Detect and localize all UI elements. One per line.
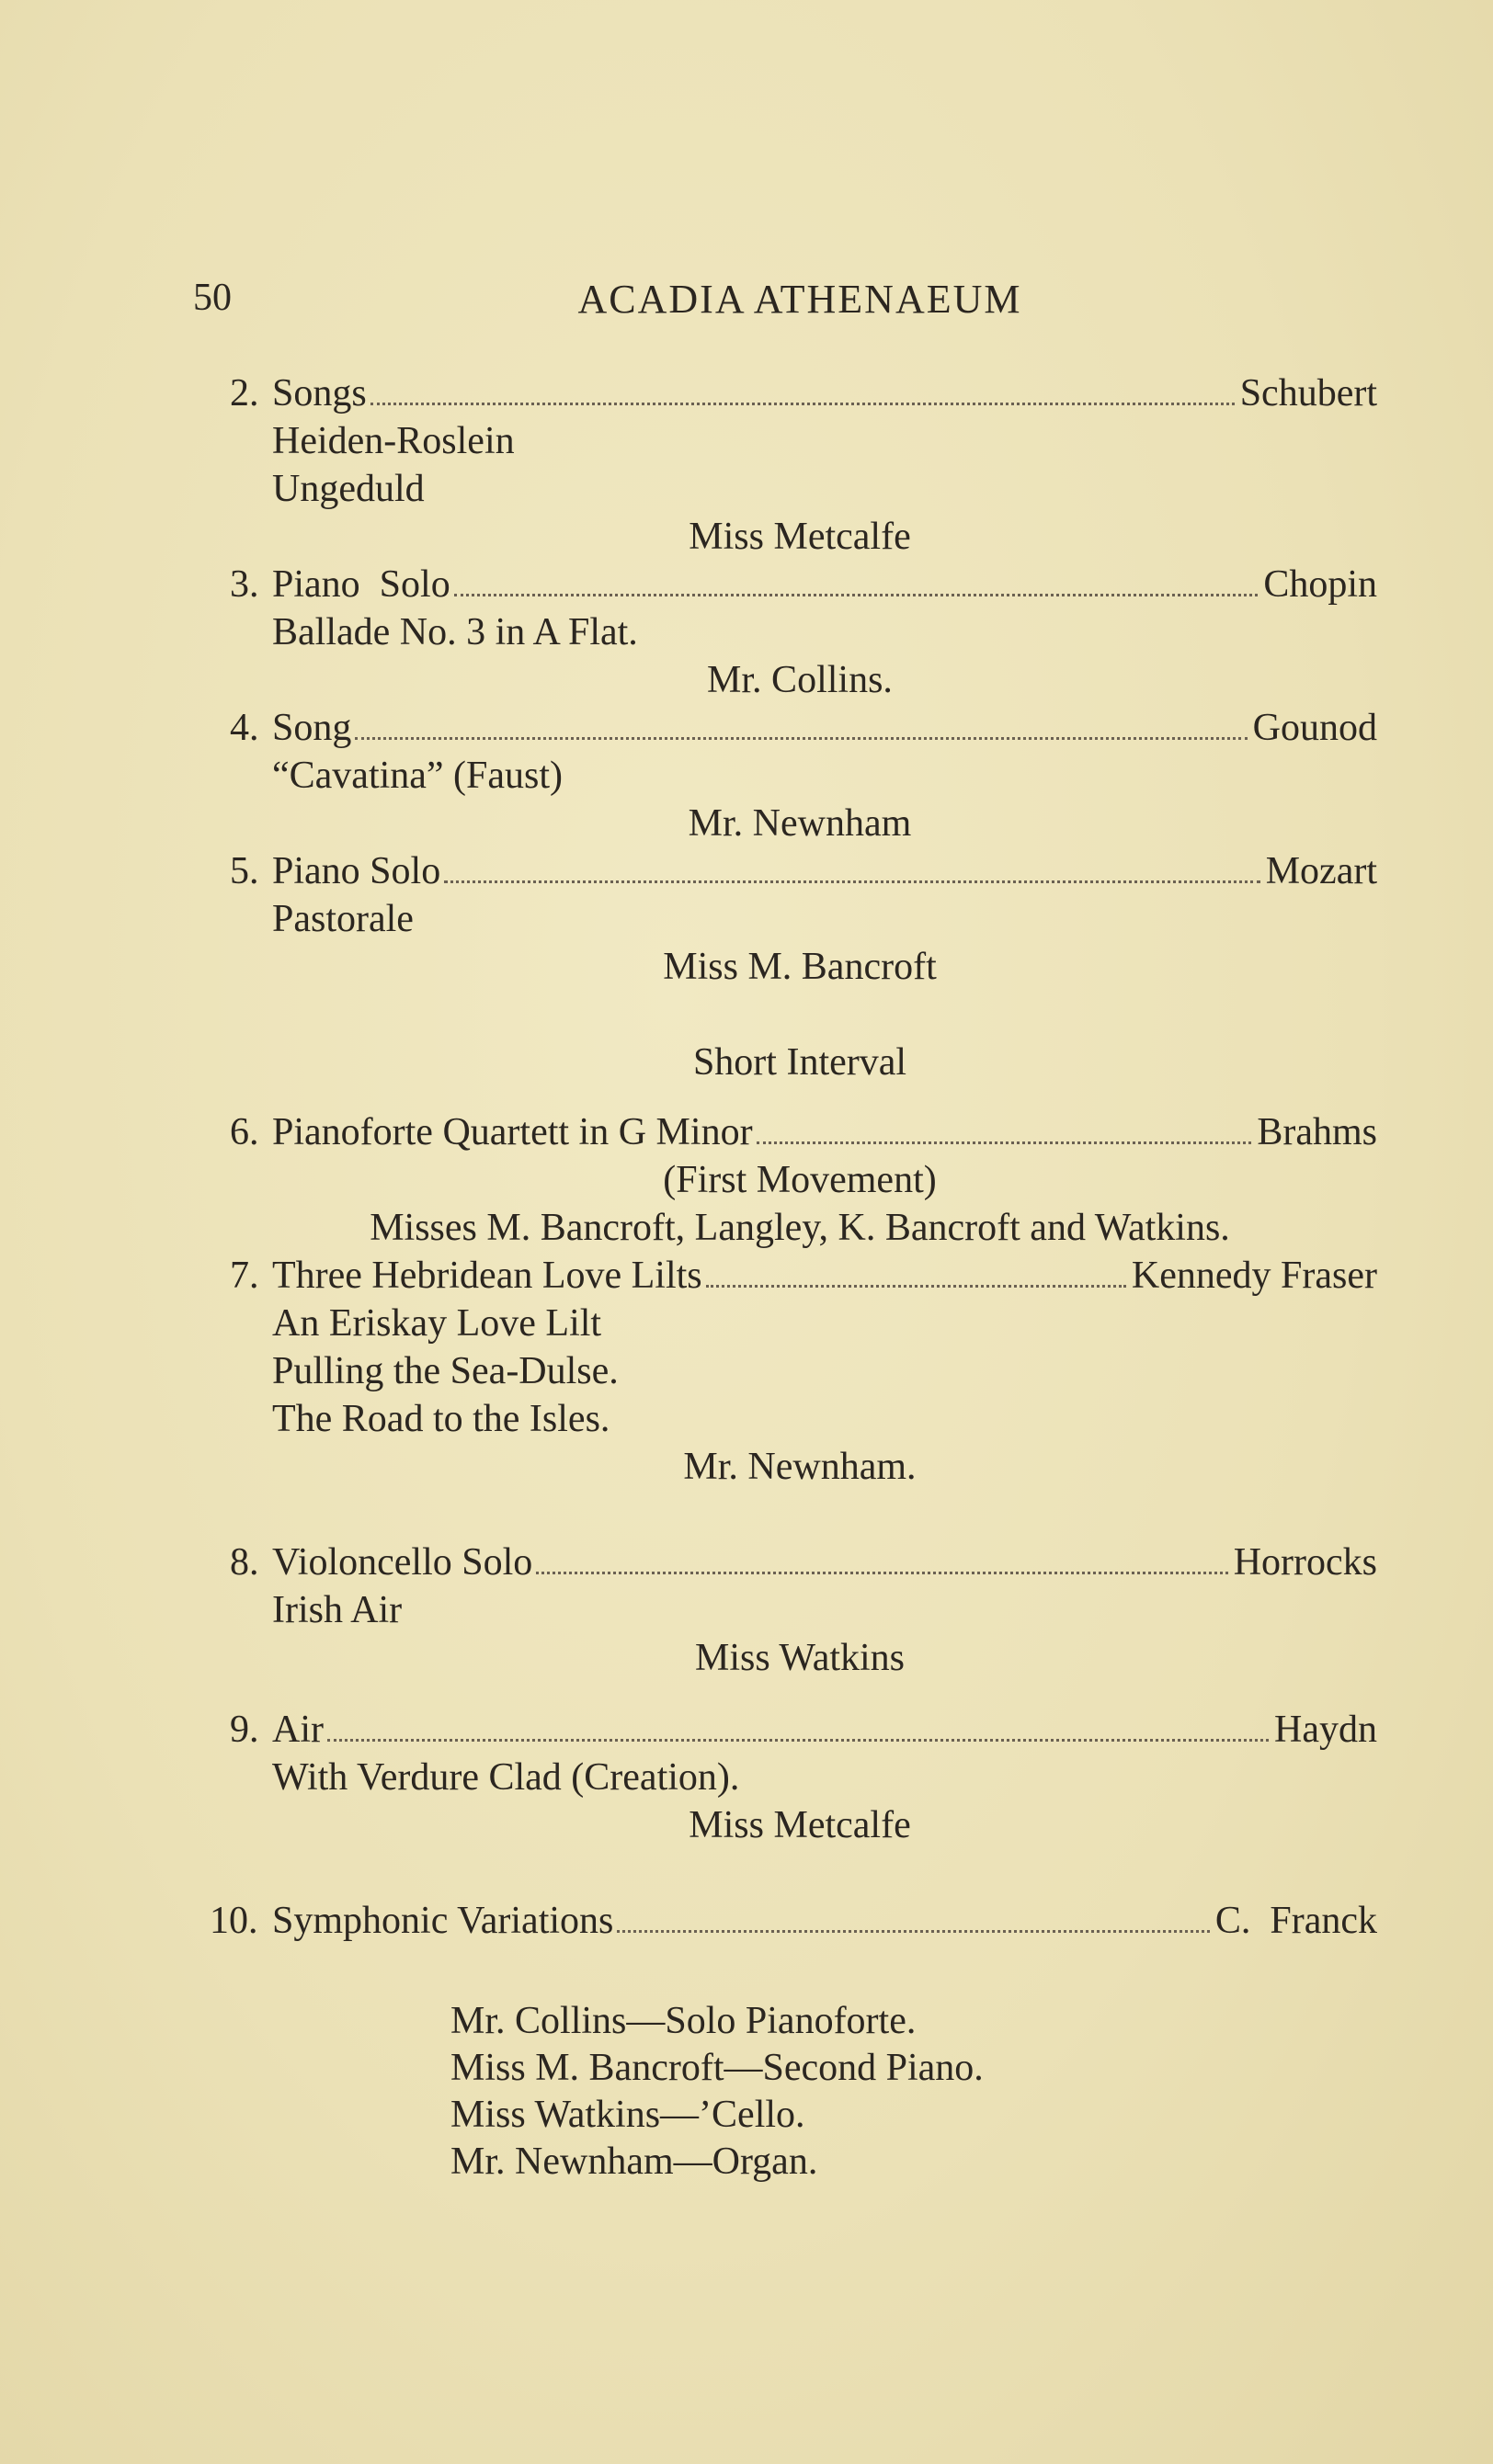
item-number: 2. [230, 372, 259, 414]
item-work: Heiden-Roslein [272, 420, 515, 462]
item-composer: Horrocks [1233, 1541, 1377, 1584]
program-item [0, 1108, 1493, 1252]
item-composer: Haydn [1274, 1709, 1377, 1751]
item-work: Irish Air [272, 1589, 403, 1631]
program-item [0, 1252, 1493, 1491]
item-number: 5. [230, 850, 259, 892]
program-item [0, 369, 1493, 561]
item-title: Song [272, 707, 352, 749]
program-item [0, 1706, 1493, 1849]
item-composer: Chopin [1263, 563, 1377, 606]
item-work: Pulling the Sea-Dulse. [272, 1350, 619, 1392]
item-composer: Brahms [1257, 1111, 1377, 1153]
item-composer: Schubert [1239, 372, 1377, 414]
item-work: An Eriskay Love Lilt [272, 1302, 602, 1345]
item-performer: Miss M. Bancroft [663, 946, 937, 988]
item-title: Songs [272, 372, 367, 414]
dot-leader [757, 1141, 1252, 1144]
item-number: 10. [210, 1900, 258, 1942]
page-number: 50 [193, 277, 232, 319]
running-title: ACADIA ATHENAEUM [577, 277, 1022, 322]
item-number: 4. [230, 707, 259, 749]
item-lead [0, 1108, 1493, 1156]
program-item [0, 847, 1493, 991]
item-movement: (First Movement) [663, 1159, 937, 1201]
dot-leader [355, 737, 1247, 740]
dot-leader [617, 1930, 1209, 1933]
item-work: Ungeduld [272, 468, 425, 510]
item-title: Pianoforte Quartett in G Minor [272, 1111, 753, 1153]
dot-leader [327, 1739, 1269, 1742]
dot-leader [706, 1285, 1126, 1288]
item-title: Violoncello Solo [272, 1541, 533, 1584]
dot-leader [444, 880, 1260, 883]
item-performer: Mr. Newnham [688, 802, 912, 845]
item-lead [0, 369, 1493, 417]
item-title: Three Hebridean Love Lilts [272, 1255, 702, 1297]
item-lead [0, 561, 1493, 608]
item-title: Piano Solo [272, 850, 441, 892]
program-item [0, 704, 1493, 847]
credit-line: Mr. Collins—Solo Pianoforte. [450, 2000, 917, 2042]
credit-line: Miss Watkins—’Cello. [450, 2094, 805, 2136]
item-lead [0, 1539, 1493, 1586]
item-work: The Road to the Isles. [272, 1398, 610, 1440]
item-number: 8. [230, 1541, 259, 1584]
item-lead [0, 847, 1493, 895]
item-lead [0, 1897, 1493, 1945]
item-number: 3. [230, 563, 259, 606]
page-header [0, 276, 1493, 331]
item-number: 6. [230, 1111, 259, 1153]
item-composer: C. Franck [1214, 1900, 1377, 1942]
program-item [0, 1539, 1493, 1682]
concert-program [0, 369, 1493, 2186]
item-work: Pastorale [272, 898, 414, 940]
program-item [0, 561, 1493, 704]
item-work: With Verdure Clad (Creation). [272, 1756, 740, 1799]
item-title: Piano Solo [272, 563, 450, 606]
performer-credits [0, 1998, 1493, 2186]
item-performer: Mr. Newnham. [683, 1446, 917, 1488]
item-performer: Miss Metcalfe [689, 1804, 911, 1846]
item-composer: Gounod [1252, 707, 1377, 749]
item-performer: Mr. Collins. [707, 659, 893, 701]
item-performer: Miss Metcalfe [689, 516, 911, 558]
item-number: 7. [230, 1255, 259, 1297]
credit-line: Miss M. Bancroft—Second Piano. [450, 2047, 984, 2089]
credit-line: Mr. Newnham—Organ. [450, 2140, 818, 2183]
item-work: Ballade No. 3 in A Flat. [272, 611, 638, 653]
item-title: Air [272, 1709, 324, 1751]
item-composer: Kennedy Fraser [1131, 1255, 1377, 1297]
program-item [0, 1897, 1493, 1945]
item-lead [0, 704, 1493, 752]
item-lead [0, 1252, 1493, 1300]
item-work: “Cavatina” (Faust) [272, 755, 564, 797]
item-lead [0, 1706, 1493, 1754]
item-number: 9. [230, 1709, 259, 1751]
dot-leader [536, 1572, 1227, 1574]
item-composer: Mozart [1265, 850, 1377, 892]
item-performer: Miss Watkins [694, 1637, 906, 1679]
dot-leader [370, 403, 1235, 405]
interval-heading: Short Interval [692, 1041, 907, 1084]
dot-leader [454, 594, 1259, 596]
item-title: Symphonic Variations [272, 1900, 614, 1942]
item-performer: Misses M. Bancroft, Langley, K. Bancroft and Watkins. [370, 1207, 1230, 1249]
